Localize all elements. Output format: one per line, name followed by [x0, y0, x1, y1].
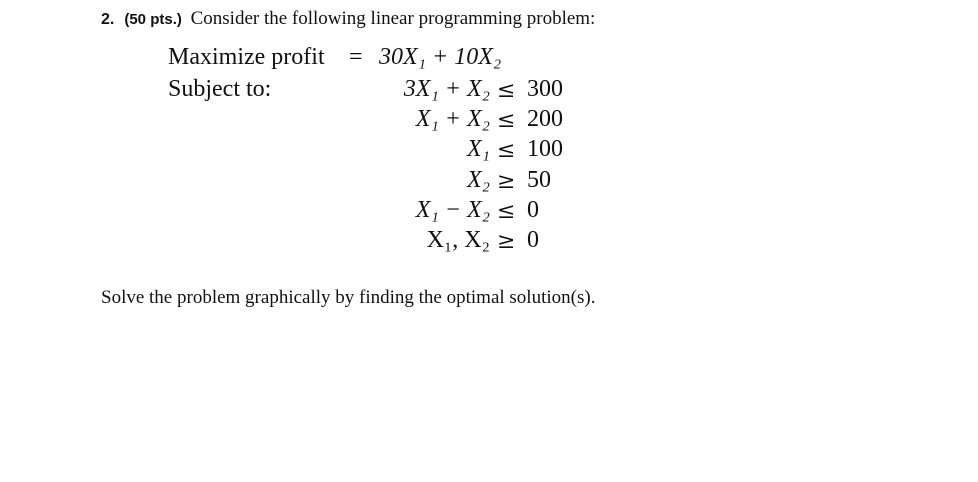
- constraint-rhs: 200: [527, 106, 563, 132]
- constraint-operator: ≤: [497, 138, 516, 163]
- constraint-rhs: 0: [527, 227, 539, 253]
- constraint-lhs: X₁ + X₂: [415, 106, 490, 132]
- constraint-lhs: X₂: [466, 167, 490, 193]
- objective-label: Maximize profit: [168, 44, 325, 70]
- question-number: 2.: [101, 11, 115, 28]
- question-header: [101, 8, 595, 30]
- instruction-text: Solve the problem graphically by finding the optimal solution(s).: [101, 287, 596, 308]
- objective-equals: =: [349, 44, 363, 70]
- constraint-operator: ≥: [497, 169, 516, 194]
- question-points: (50 pts.): [124, 11, 182, 28]
- constraint-operator: ≤: [497, 78, 516, 103]
- constraint-rhs: 50: [527, 167, 551, 193]
- constraint-operator: ≥: [497, 229, 516, 254]
- question-prompt: Consider the following linear programming problem:: [190, 8, 596, 29]
- objective-expression: 30X₁ + 10X₂: [379, 44, 502, 70]
- constraint-lhs: 3X₁ + X₂: [403, 76, 490, 102]
- constraint-rhs: 0: [527, 197, 539, 223]
- constraint-rhs: 300: [527, 76, 563, 102]
- constraint-lhs: X₁: [466, 136, 490, 162]
- constraint-operator: ≤: [497, 199, 516, 224]
- constraint-lhs: X₁, X₂: [426, 227, 490, 253]
- constraint-rhs: 100: [527, 136, 563, 162]
- subject-to-label: Subject to:: [168, 76, 272, 102]
- constraint-operator: ≤: [497, 108, 516, 133]
- constraint-lhs: X₁ − X₂: [415, 197, 490, 223]
